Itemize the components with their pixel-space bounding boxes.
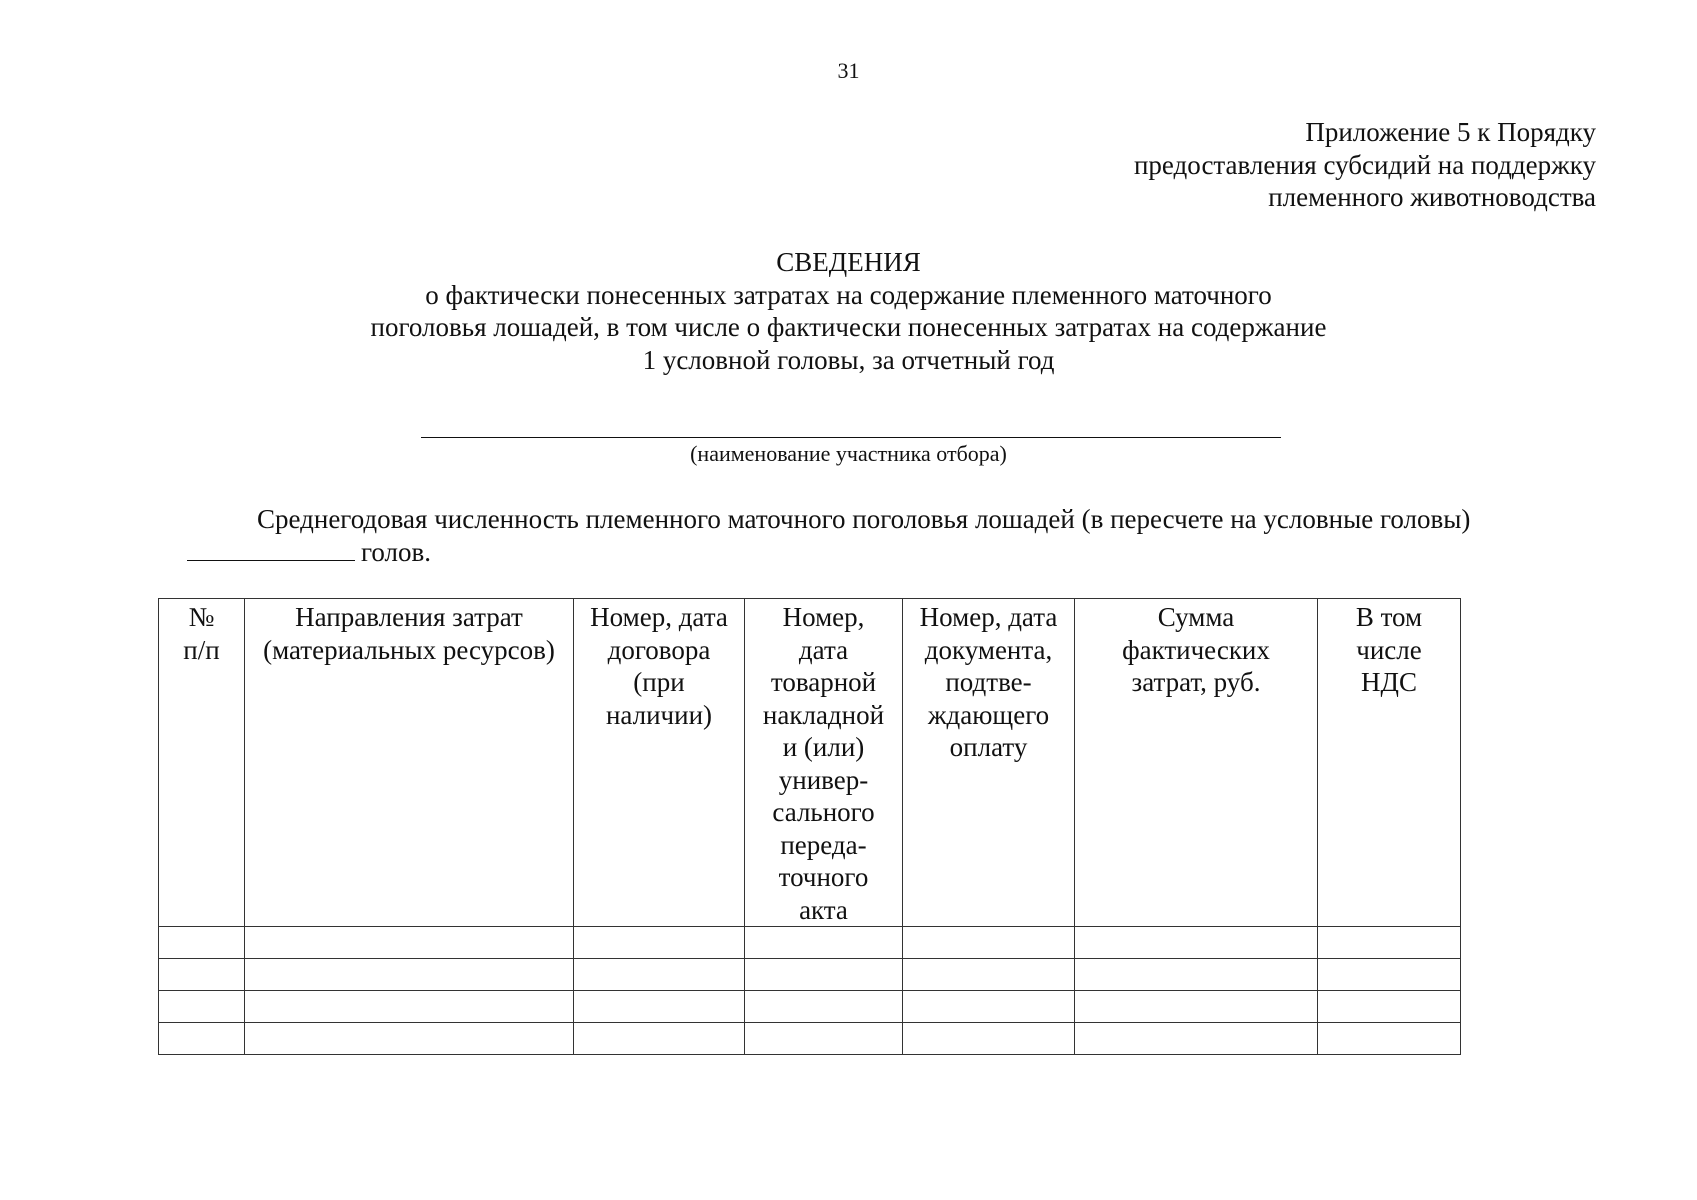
title-heading: СВЕДЕНИЯ (776, 247, 921, 277)
column-header-payment-document: Номер, дата документа, подтве- ждающего оплату (903, 599, 1075, 927)
costs-table (158, 598, 1461, 1055)
table-cell (574, 991, 745, 1023)
herd-size-paragraph (187, 503, 1547, 568)
appendix-line: Приложение 5 к Порядку (1305, 117, 1596, 147)
table-cell (1075, 927, 1318, 959)
herd-size-line2 (187, 536, 1547, 569)
table-cell (245, 959, 574, 991)
title-line: поголовья лошадей, в том числе о фактически понесенных затратах на содержание (370, 312, 1327, 342)
column-header-actual-cost: Сумма фактических затрат, руб. (1075, 599, 1318, 927)
table-cell (1318, 991, 1461, 1023)
table-cell (903, 959, 1075, 991)
title-line: о фактически понесенных затратах на содержание племенного маточного (425, 279, 1272, 310)
appendix-line: предоставления субсидий на поддержку (1133, 149, 1596, 180)
appendix-reference (1134, 116, 1596, 214)
table-cell (1318, 1023, 1461, 1055)
title-line: 1 условной головы, за отчетный год (642, 344, 1055, 375)
table-cell (903, 991, 1075, 1023)
column-header-contract: Номер, дата договора (при наличии) (574, 599, 745, 927)
table-cell (159, 991, 245, 1023)
participant-name-blank (421, 437, 1281, 438)
herd-size-unit: голов. (361, 536, 432, 567)
table-cell (903, 1023, 1075, 1055)
table-row (159, 1023, 1461, 1055)
table-cell (1075, 991, 1318, 1023)
table-cell (903, 927, 1075, 959)
table-cell (245, 991, 574, 1023)
table-cell (159, 1023, 245, 1055)
table-cell (245, 927, 574, 959)
appendix-line: племенного животноводства (1268, 182, 1596, 212)
document-title (0, 246, 1697, 376)
participant-name-caption: (наименование участника отбора) (690, 441, 1007, 466)
table-cell (1318, 959, 1461, 991)
page-number: 31 (837, 58, 860, 83)
herd-size-blank (187, 536, 355, 561)
table-cell (1075, 959, 1318, 991)
table-cell (745, 991, 903, 1023)
table-cell (745, 1023, 903, 1055)
column-header-cost-direction: Направления затрат (материальных ресурсов) (245, 599, 574, 927)
table-row (159, 959, 1461, 991)
table-cell (574, 1023, 745, 1055)
table-cell (574, 927, 745, 959)
herd-size-text: Среднегодовая численность племенного маточного поголовья лошадей (в пересчете на условные головы) (257, 504, 1471, 534)
table-header-row (159, 599, 1461, 927)
column-header-number: № п/п (159, 599, 245, 927)
table-cell (245, 1023, 574, 1055)
column-header-vat: В том числе НДС (1318, 599, 1461, 927)
table-cell (159, 959, 245, 991)
table-cell (745, 927, 903, 959)
table-cell (1075, 1023, 1318, 1055)
table-row (159, 927, 1461, 959)
column-header-invoice: Номер, дата товарной накладной и (или) универ- сального переда- точного акта (745, 599, 903, 927)
table-cell (574, 959, 745, 991)
table-row (159, 991, 1461, 1023)
table-cell (159, 927, 245, 959)
table-cell (1318, 927, 1461, 959)
table-cell (745, 959, 903, 991)
